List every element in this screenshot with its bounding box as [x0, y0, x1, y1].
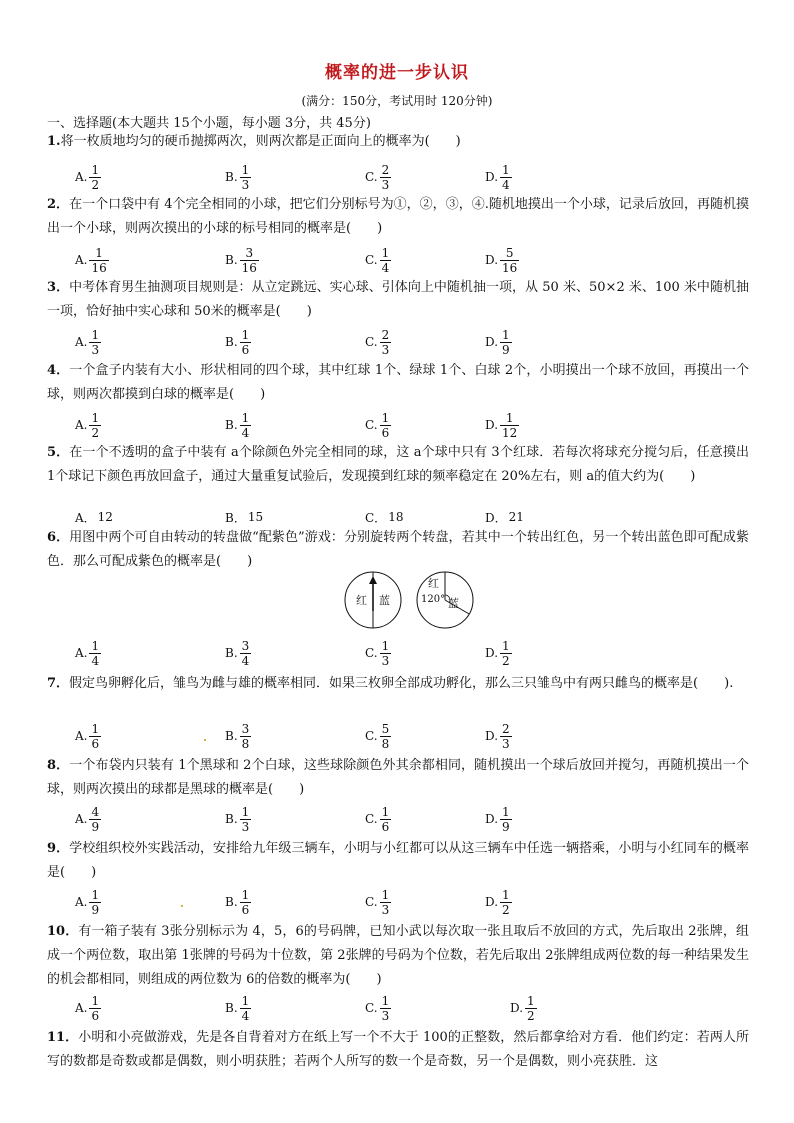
- option-fraction: [500, 163, 512, 192]
- option-fraction: [500, 639, 512, 668]
- option-letter: C.: [365, 253, 378, 267]
- fraction-denominator: 2: [527, 1008, 535, 1023]
- fraction-denominator: 6: [91, 736, 100, 751]
- fraction-numerator: 3: [241, 721, 250, 736]
- answer-option: [485, 716, 512, 756]
- page-subtitle: (满分：150分，考试用时 120分钟): [301, 94, 493, 108]
- option-letter: A.: [75, 335, 88, 349]
- fraction-denominator: 8: [381, 736, 390, 751]
- question-6: [47, 526, 749, 574]
- fraction-numerator: 1: [381, 410, 390, 425]
- question-number: 9．: [47, 841, 70, 856]
- option-fraction: [240, 994, 252, 1023]
- spinner-right-label-red: 红: [428, 577, 439, 590]
- answer-option: [485, 799, 512, 839]
- option-letter: C.: [365, 1001, 378, 1015]
- spinner-figure: [344, 571, 474, 635]
- question-number: 6．: [47, 530, 70, 545]
- question-number: 10．: [47, 924, 79, 939]
- fraction-denominator: 9: [91, 819, 100, 834]
- option-fraction: [240, 411, 252, 440]
- fraction-numerator: 1: [381, 638, 390, 653]
- option-fraction: [89, 888, 101, 917]
- option-letter: D.: [485, 729, 499, 743]
- question-number: 1.: [47, 134, 61, 149]
- question-text: 一个布袋内只装有 1个黑球和 2个白球，这些球除颜色外其余都相同，随机摸出一个球后放回并搅匀，再随机摸出一个球，则两次摸出的球都是黑球的概率是( ): [47, 758, 749, 797]
- fraction-numerator: 1: [91, 638, 100, 653]
- fraction-numerator: 1: [91, 410, 100, 425]
- option-letter: D.: [485, 812, 499, 826]
- fraction-numerator: 1: [241, 993, 250, 1008]
- option-letter: D.: [485, 646, 499, 660]
- fraction-denominator: 2: [91, 177, 100, 192]
- options-1: [75, 157, 755, 197]
- option-fraction: [500, 411, 519, 440]
- option-letter: B.: [225, 646, 238, 660]
- fraction-denominator: 9: [91, 902, 100, 917]
- answer-option: [365, 240, 391, 280]
- option-fraction: [500, 888, 512, 917]
- answer-option: [225, 405, 251, 445]
- answer-option: [75, 157, 101, 197]
- question-text: 学校组织校外实践活动，安排给九年级三辆车，小明与小红都可以从这三辆车中任选一辆搭乘，小明与小红同车的概率是( ): [47, 841, 749, 880]
- fraction-numerator: 1: [241, 162, 250, 177]
- option-fraction: [89, 246, 108, 275]
- fraction-denominator: 9: [502, 342, 510, 357]
- fraction-numerator: 1: [502, 327, 510, 342]
- option-fraction: [500, 246, 519, 275]
- fraction-numerator: 1: [502, 638, 510, 653]
- question-text: 将一枚质地均匀的硬币抛掷两次，则两次都是正面向上的概率为( ): [60, 134, 461, 149]
- fraction-denominator: 12: [502, 425, 518, 440]
- answer-option: [225, 240, 259, 280]
- option-letter: C.: [365, 335, 378, 349]
- option-letter: B.: [225, 729, 238, 743]
- fraction-denominator: 6: [241, 902, 250, 917]
- fraction-denominator: 4: [502, 177, 510, 192]
- stray-dot: [204, 739, 206, 741]
- option-fraction: [240, 328, 252, 357]
- fraction-numerator: 2: [381, 162, 390, 177]
- fraction-denominator: 6: [241, 342, 250, 357]
- option-letter: A.: [75, 646, 88, 660]
- question-number: 3．: [47, 280, 70, 295]
- option-fraction: [89, 994, 101, 1023]
- option-letter: D.: [485, 253, 499, 267]
- answer-option: [225, 882, 251, 922]
- question-text: 中考体育男生抽测项目规则是：从立定跳远、实心球、引体向上中随机抽一项，从 50 米、50×2 米、100 米中随机抽一项，恰好抽中实心球和 50米的概率是( ): [47, 280, 750, 319]
- answer-option: [485, 405, 519, 445]
- answer-option: [485, 882, 512, 922]
- spinner-right-label-blue: 蓝: [448, 597, 459, 610]
- answer-option: [510, 988, 537, 1028]
- option-letter: C.: [365, 646, 378, 660]
- question-2: [47, 193, 749, 241]
- option-letter: B.: [225, 335, 238, 349]
- question-5: [47, 441, 749, 489]
- answer-option: [365, 799, 391, 839]
- fraction-denominator: 3: [381, 342, 390, 357]
- question-text: 在一个口袋中有 4个完全相同的小球，把它们分别标号为①，②，③，④.随机地摸出一个小球，记录后放回，再随机摸出一个小球，则两次摸出的小球的标号相同的概率是( ): [47, 197, 749, 236]
- fraction-denominator: 4: [241, 653, 250, 668]
- answer-option: [225, 988, 251, 1028]
- options-4: [75, 405, 755, 445]
- option-fraction: [240, 888, 252, 917]
- answer-option: [225, 157, 251, 197]
- option-fraction: [380, 328, 392, 357]
- option-fraction: [89, 328, 101, 357]
- fraction-numerator: 1: [502, 162, 510, 177]
- answer-option: [225, 716, 251, 756]
- answer-option: [365, 405, 391, 445]
- answer-option: [365, 633, 391, 673]
- fraction-numerator: 1: [527, 993, 535, 1008]
- option-letter: A.: [75, 1001, 88, 1015]
- option-fraction: [89, 805, 101, 834]
- fraction-numerator: 3: [241, 638, 250, 653]
- question-number: 5．: [47, 445, 70, 460]
- option-letter: A.: [75, 812, 88, 826]
- fraction-numerator: 1: [381, 804, 390, 819]
- fraction-denominator: 3: [502, 736, 510, 751]
- option-value: 15: [247, 510, 264, 524]
- option-letter: C.: [365, 170, 378, 184]
- spinners-svg: [344, 571, 474, 631]
- option-fraction: [380, 411, 392, 440]
- fraction-numerator: 1: [91, 327, 100, 342]
- fraction-denominator: 6: [381, 819, 390, 834]
- option-letter: B.: [225, 895, 238, 909]
- answer-option: [225, 633, 251, 673]
- option-fraction: [89, 639, 101, 668]
- answer-option: [485, 322, 512, 362]
- option-fraction: [380, 639, 392, 668]
- option-letter: A.: [75, 729, 88, 743]
- fraction-denominator: 2: [502, 902, 510, 917]
- option-fraction: [500, 722, 512, 751]
- fraction-denominator: 16: [91, 260, 107, 275]
- question-text: 一个盒子内装有大小、形状相同的四个球，其中红球 1个、绿球 1个、白球 2个，小明摸出一个球不放回，再摸出一个球，则两次都摸到白球的概率是( ): [47, 363, 750, 402]
- fraction-denominator: 3: [91, 342, 100, 357]
- question-7: [47, 672, 749, 696]
- fraction-numerator: 2: [381, 327, 390, 342]
- answer-option: [75, 988, 101, 1028]
- question-number: 7．: [47, 676, 70, 691]
- fraction-numerator: 1: [502, 887, 510, 902]
- question-3: [47, 276, 749, 324]
- option-letter: A.: [75, 418, 88, 432]
- question-text: 用图中两个可自由转动的转盘做“配紫色”游戏：分别旋转两个转盘，若其中一个转出红色，另一个转出蓝色即可配成紫色．那么可配成紫色的概率是( ): [47, 530, 750, 569]
- option-letter: D．: [485, 510, 507, 525]
- fraction-numerator: 1: [381, 887, 390, 902]
- option-letter: B.: [225, 170, 238, 184]
- option-value: 21: [508, 510, 524, 524]
- answer-option: [365, 988, 391, 1028]
- options-6: [75, 633, 755, 673]
- fraction-numerator: 1: [91, 993, 100, 1008]
- answer-option: [365, 882, 391, 922]
- options-7: [75, 716, 755, 756]
- fraction-numerator: 1: [91, 721, 100, 736]
- fraction-denominator: 3: [381, 902, 390, 917]
- option-letter: A.: [75, 170, 88, 184]
- fraction-denominator: 4: [241, 425, 250, 440]
- fraction-numerator: 1: [91, 887, 100, 902]
- answer-option: [365, 322, 391, 362]
- question-1: [47, 130, 749, 154]
- question-8: [47, 754, 749, 802]
- fraction-numerator: 1: [95, 245, 103, 260]
- answer-option: [485, 240, 519, 280]
- fraction-denominator: 3: [241, 819, 250, 834]
- option-letter: D.: [485, 335, 499, 349]
- option-letter: D.: [485, 895, 499, 909]
- fraction-numerator: 1: [381, 993, 390, 1008]
- option-letter: C.: [365, 812, 378, 826]
- fraction-denominator: 3: [381, 177, 390, 192]
- question-text: 小明和小亮做游戏，先是各自背着对方在纸上写一个不大于 100的正整数，然后都拿给对方看．他们约定：若两人所写的数都是奇数或都是偶数，则小明获胜；若两个人所写的数一个是奇数，另一个是偶数，则小亮获胜．这: [47, 1030, 750, 1069]
- option-fraction: [89, 722, 101, 751]
- stray-dot: [181, 905, 183, 907]
- option-letter: D.: [485, 418, 499, 432]
- fraction-denominator: 9: [502, 819, 510, 834]
- fraction-numerator: 1: [91, 162, 100, 177]
- option-fraction: [500, 328, 512, 357]
- fraction-denominator: 2: [91, 425, 100, 440]
- option-fraction: [380, 994, 392, 1023]
- fraction-denominator: 16: [502, 260, 518, 275]
- option-letter: B．: [225, 510, 246, 525]
- option-fraction: [240, 639, 252, 668]
- fraction-denominator: 8: [241, 736, 250, 751]
- answer-option: [365, 716, 391, 756]
- option-fraction: [240, 722, 252, 751]
- answer-option: [485, 633, 512, 673]
- section-heading: 一、选择题(本大题共 15个小题，每小题 3分，共 45分): [47, 116, 371, 131]
- fraction-numerator: 1: [241, 410, 250, 425]
- option-letter: D.: [485, 170, 499, 184]
- option-fraction: [89, 163, 101, 192]
- fraction-numerator: 1: [241, 804, 250, 819]
- option-letter: A．: [75, 510, 96, 525]
- option-letter: C．: [365, 510, 387, 525]
- option-value: 18: [388, 510, 404, 524]
- answer-option: [75, 882, 101, 922]
- option-fraction: [525, 994, 537, 1023]
- question-11: [47, 1026, 749, 1074]
- answer-option: [225, 799, 251, 839]
- fraction-denominator: 4: [91, 653, 100, 668]
- answer-option: [75, 633, 101, 673]
- question-text: 假定鸟卵孵化后，雏鸟为雌与雄的概率相同．如果三枚卵全部成功孵化，那么三只雏鸟中有两只雌鸟的概率是( ).: [69, 676, 734, 691]
- page-title: 概率的进一步认识: [325, 63, 469, 83]
- option-letter: B.: [225, 253, 238, 267]
- option-fraction: [240, 805, 252, 834]
- option-letter: A.: [75, 253, 88, 267]
- answer-option: [75, 405, 101, 445]
- spinner-left-label-red: 红: [356, 594, 367, 607]
- options-10: [75, 988, 755, 1028]
- option-letter: B.: [225, 418, 238, 432]
- spinner-left-label-blue: 蓝: [379, 594, 390, 607]
- fraction-numerator: 1: [502, 804, 510, 819]
- option-letter: C.: [365, 418, 378, 432]
- options-2: [75, 240, 755, 280]
- option-value: 12: [97, 510, 113, 524]
- answer-option: [365, 157, 391, 197]
- fraction-denominator: 3: [381, 653, 390, 668]
- question-number: 8．: [47, 758, 70, 773]
- question-text: 在一个不透明的盒子中装有 a个除颜色外完全相同的球，这 a个球中只有 3个红球．若每次将球充分搅匀后，任意摸出 1个球记下颜色再放回盒子，通过大量重复试验后，发现摸到红球的频率稳定在 20%左右，则 a的值大约为( ): [47, 445, 750, 484]
- question-text: 有一箱子装有 3张分别标示为 4，5，6的号码牌，已知小武以每次取一张且取后不放回的方式，先后取出 2张牌，组成一个两位数，取出第 1张牌的号码为十位数，第 2张牌的号码为个位数，若先后取出 2张牌组成两位数的每一种结果发生的机会都相同，则组成的两位数为 6的倍数的概率为( ): [47, 924, 749, 987]
- fraction-numerator: 5: [505, 245, 514, 260]
- spinner-right: [417, 572, 473, 628]
- answer-option: [225, 322, 251, 362]
- options-8: [75, 799, 755, 839]
- option-letter: B.: [225, 1001, 238, 1015]
- options-3: [75, 322, 755, 362]
- options-9: [75, 882, 755, 922]
- option-letter: D.: [510, 1001, 524, 1015]
- question-number: 2．: [47, 197, 70, 212]
- spinner-right-angle: 120°: [421, 594, 446, 605]
- fraction-numerator: 1: [505, 410, 514, 425]
- fraction-denominator: 2: [502, 653, 510, 668]
- option-fraction: [500, 805, 512, 834]
- option-letter: A.: [75, 895, 88, 909]
- option-fraction: [380, 163, 392, 192]
- option-letter: B.: [225, 812, 238, 826]
- option-fraction: [89, 411, 101, 440]
- fraction-denominator: 16: [241, 260, 257, 275]
- answer-option: [75, 240, 109, 280]
- option-fraction: [380, 246, 392, 275]
- answer-option: [485, 157, 512, 197]
- fraction-denominator: 4: [381, 260, 390, 275]
- option-fraction: [240, 246, 259, 275]
- option-fraction: [380, 805, 392, 834]
- answer-option: [75, 799, 101, 839]
- question-9: [47, 837, 749, 885]
- answer-option: [75, 322, 101, 362]
- option-letter: C.: [365, 729, 378, 743]
- option-fraction: [380, 722, 392, 751]
- option-letter: C.: [365, 895, 378, 909]
- fraction-denominator: 3: [241, 177, 250, 192]
- fraction-numerator: 4: [91, 804, 100, 819]
- fraction-numerator: 5: [381, 721, 390, 736]
- question-number: 4．: [47, 363, 70, 378]
- fraction-numerator: 1: [381, 245, 390, 260]
- question-number: 11．: [47, 1030, 79, 1045]
- spinner-left: [345, 572, 401, 628]
- fraction-numerator: 1: [241, 887, 250, 902]
- option-fraction: [240, 163, 252, 192]
- fraction-denominator: 4: [241, 1008, 250, 1023]
- fraction-numerator: 3: [245, 245, 254, 260]
- fraction-denominator: 6: [91, 1008, 100, 1023]
- question-4: [47, 359, 749, 407]
- option-fraction: [380, 888, 392, 917]
- fraction-denominator: 6: [381, 425, 390, 440]
- question-10: [47, 920, 749, 992]
- fraction-numerator: 1: [241, 327, 250, 342]
- answer-option: [75, 716, 101, 756]
- fraction-denominator: 3: [381, 1008, 390, 1023]
- fraction-numerator: 2: [502, 721, 510, 736]
